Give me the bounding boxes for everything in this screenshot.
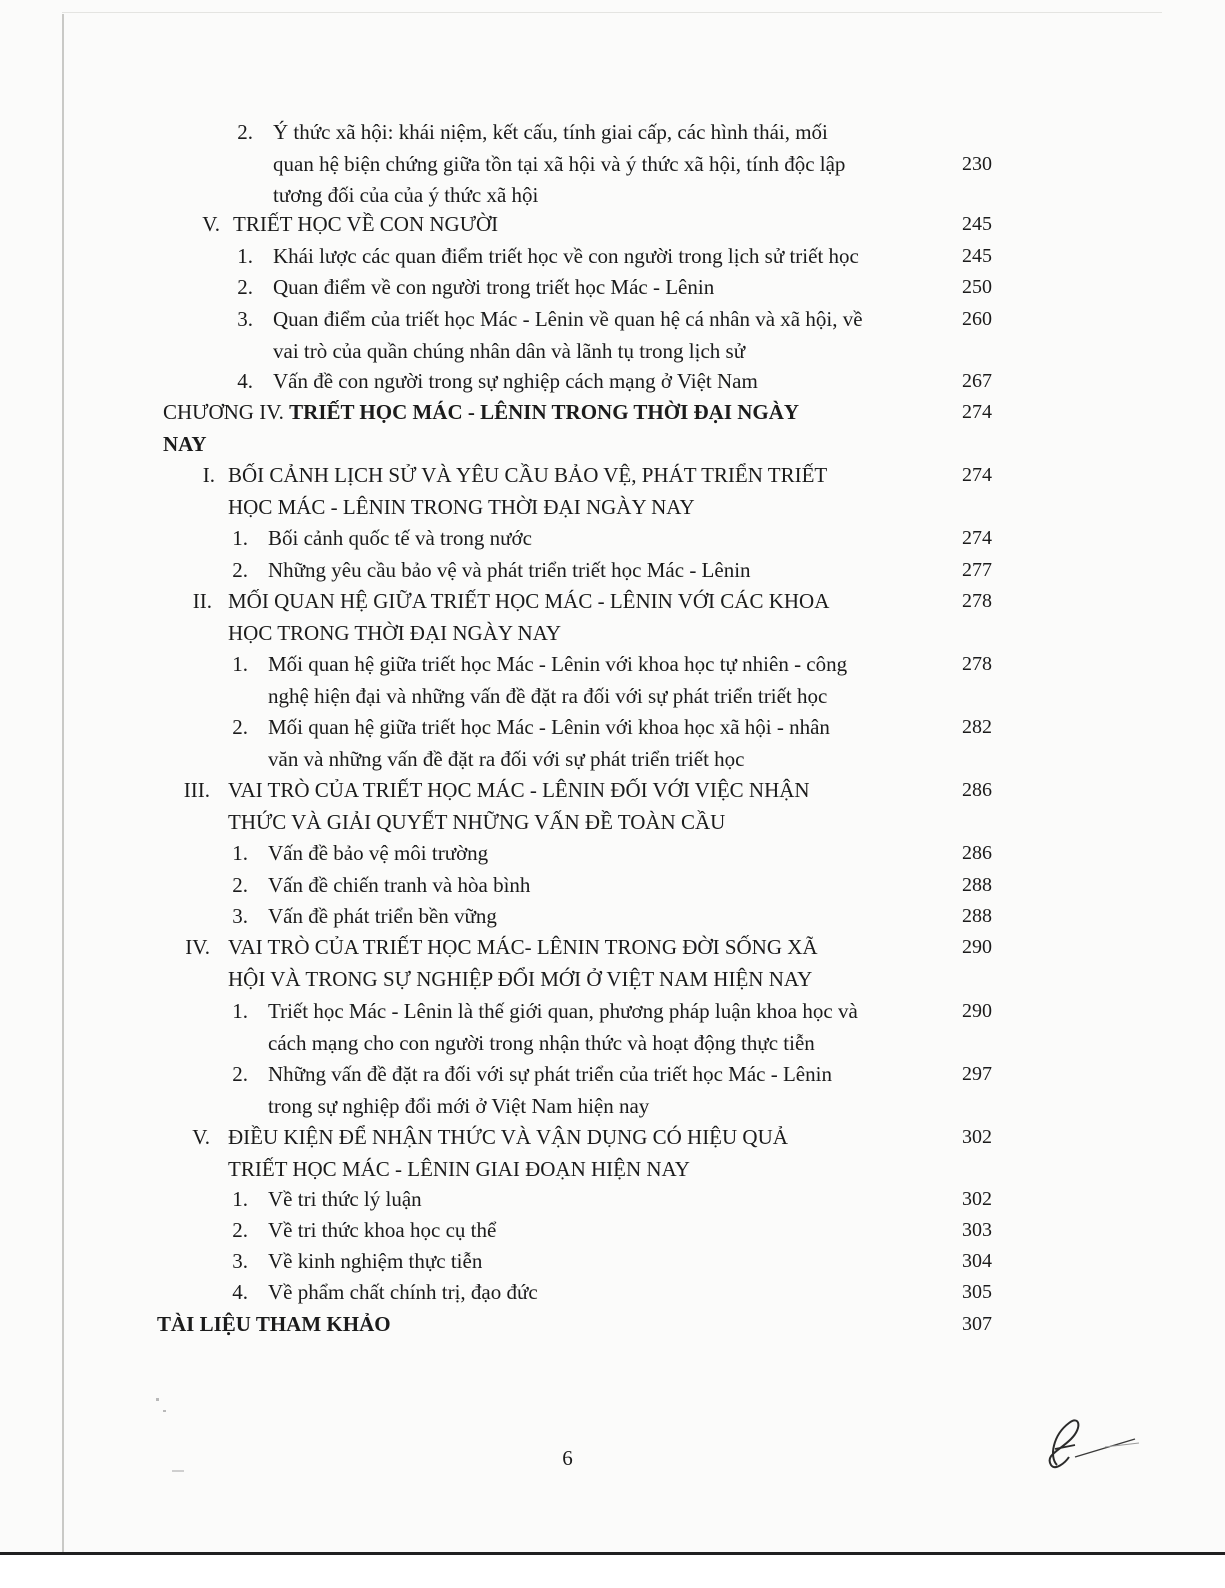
- toc-entry-title: tương đối của của ý thức xã hội: [273, 183, 539, 207]
- toc-entry-title: Khái lược các quan điểm triết học về con người trong lịch sử triết học: [273, 244, 859, 268]
- toc-entry: [0, 210, 1225, 246]
- toc-entry-number: 4.: [232, 1280, 248, 1304]
- toc-entry-page: 245: [962, 213, 992, 235]
- toc-entry-title: Vấn đề bảo vệ môi trường: [268, 841, 489, 865]
- toc-entry-page: 267: [962, 370, 992, 392]
- toc-entry-number: 2.: [237, 120, 253, 144]
- toc-entry: [0, 461, 1225, 528]
- toc-entry: [0, 273, 1225, 309]
- toc-entry-number: 1.: [232, 841, 248, 865]
- toc-entry: [0, 118, 1225, 217]
- toc-entry: [0, 1060, 1225, 1127]
- toc-entry: [0, 1278, 1225, 1314]
- toc-entry-title: TRIẾT HỌC VỀ CON NGƯỜI: [233, 212, 499, 236]
- toc-entry-page: 274: [962, 464, 992, 486]
- toc-entry-number: 3.: [237, 307, 253, 331]
- toc-entry-title: [163, 398, 799, 426]
- toc-entry-page: 278: [962, 653, 992, 675]
- toc-entry-title: Vấn đề chiến tranh và hòa bình: [268, 873, 531, 897]
- toc-entry-title: cách mạng cho con người trong nhận thức và hoạt động thực tiễn: [268, 1030, 815, 1055]
- toc-entry-title: Vấn đề con người trong sự nghiệp cách mạng ở Việt Nam: [273, 369, 758, 393]
- toc-entry: [0, 839, 1225, 875]
- toc-entry-number: 4.: [237, 369, 253, 393]
- toc-entry-title: Quan điểm của triết học Mác - Lênin về quan hệ cá nhân và xã hội, về: [273, 307, 863, 331]
- toc-entry-number: 2.: [232, 1062, 248, 1086]
- toc-entry-title: Mối quan hệ giữa triết học Mác - Lênin với khoa học xã hội - nhân: [268, 715, 830, 739]
- toc-entry-title: HỘI VÀ TRONG SỰ NGHIỆP ĐỔI MỚI Ở VIỆT NAM HIỆN NAY: [228, 966, 813, 991]
- toc-entry: [0, 776, 1225, 843]
- toc-entry-page: 288: [962, 905, 992, 927]
- toc-entry: [0, 398, 1225, 465]
- toc-entry-number: 1.: [232, 999, 248, 1023]
- toc-entry-page: 290: [962, 1000, 992, 1022]
- toc-entry-page: 288: [962, 874, 992, 896]
- toc-entry-page: 304: [962, 1250, 992, 1272]
- toc-entry-number: I.: [202, 463, 215, 487]
- toc-entry-number: 1.: [232, 526, 248, 550]
- toc-entry-number: II.: [192, 589, 212, 613]
- toc-entry-number: 2.: [232, 715, 248, 739]
- toc-entry-title: THỨC VÀ GIẢI QUYẾT NHỮNG VẤN ĐỀ TOÀN CẦU: [228, 809, 726, 834]
- toc-entry-title: VAI TRÒ CỦA TRIẾT HỌC MÁC - LÊNIN ĐỐI VỚI VIỆC NHẬN: [228, 778, 810, 802]
- scan-edge-bottom: [0, 1552, 1225, 1588]
- toc-entry-title: nghệ hiện đại và những vấn đề đặt ra đối với sự phát triển triết học: [268, 683, 828, 708]
- toc-entry-page: 303: [962, 1219, 992, 1241]
- toc-entry-title: TÀI LIỆU THAM KHẢO: [157, 1312, 391, 1336]
- toc-entry-page: 245: [962, 245, 992, 267]
- toc-entry-page: 290: [962, 936, 992, 958]
- toc-entry: [0, 997, 1225, 1064]
- toc-entry-title: TRIẾT HỌC MÁC - LÊNIN GIAI ĐOẠN HIỆN NAY: [228, 1156, 690, 1181]
- chapter-title: NAY: [163, 431, 207, 456]
- toc-entry-title: Quan điểm về con người trong triết học Mác - Lênin: [273, 275, 715, 299]
- toc-entry-number: 1.: [232, 652, 248, 676]
- toc-entry-page: 260: [962, 308, 992, 330]
- toc-entry-page: 302: [962, 1188, 992, 1210]
- chapter-title: TRIẾT HỌC MÁC - LÊNIN TRONG THỜI ĐẠI NGÀY: [289, 400, 800, 424]
- toc-entry-title: VAI TRÒ CỦA TRIẾT HỌC MÁC- LÊNIN TRONG ĐỜI SỐNG XÃ: [228, 935, 818, 959]
- toc-entry-page: 282: [962, 716, 992, 738]
- toc-entry-title: Những yêu cầu bảo vệ và phát triển triết học Mác - Lênin: [268, 558, 751, 582]
- toc-entry: [0, 933, 1225, 1000]
- toc-entry-page: 302: [962, 1126, 992, 1148]
- toc-entry-number: IV.: [185, 935, 210, 959]
- toc-entry-number: V.: [192, 1125, 210, 1149]
- toc-entry-page: 230: [962, 152, 992, 175]
- toc-entry-page: 250: [962, 276, 992, 298]
- page-number: 6: [562, 1446, 573, 1470]
- toc-entry-title: quan hệ biện chứng giữa tồn tại xã hội và ý thức xã hội, tính độc lập: [273, 151, 846, 176]
- toc-entry-page: 277: [962, 559, 992, 581]
- toc-entry: [0, 305, 1225, 372]
- toc-entry-page: 286: [962, 842, 992, 864]
- toc-entry-title: trong sự nghiệp đổi mới ở Việt Nam hiện nay: [268, 1093, 650, 1118]
- toc-entry-page: 274: [962, 527, 992, 549]
- toc-entry-title: Ý thức xã hội: khái niệm, kết cấu, tính giai cấp, các hình thái, mối: [273, 120, 828, 144]
- toc-entry: [0, 524, 1225, 560]
- toc-entry-title: Mối quan hệ giữa triết học Mác - Lênin với khoa học tự nhiên - công: [268, 652, 848, 676]
- toc-entry-page: 305: [962, 1281, 992, 1303]
- toc-entry-title: Triết học Mác - Lênin là thế giới quan, phương pháp luận khoa học và: [268, 999, 858, 1023]
- chapter-prefix: CHƯƠNG IV.: [163, 400, 290, 424]
- toc-entry-title: Vấn đề phát triển bền vững: [268, 904, 497, 928]
- toc-entry-number: 2.: [237, 275, 253, 299]
- toc-entry-number: 2.: [232, 1218, 248, 1242]
- toc-entry-title: vai trò của quần chúng nhân dân và lãnh tụ trong lịch sử: [273, 338, 746, 363]
- toc-entry-number: 3.: [232, 1249, 248, 1273]
- toc-entry-number: 2.: [232, 873, 248, 897]
- toc-entry-number: 2.: [232, 558, 248, 582]
- toc-entry-page: 297: [962, 1063, 992, 1085]
- toc-entry: [0, 650, 1225, 717]
- toc-entry-title: MỐI QUAN HỆ GIỮA TRIẾT HỌC MÁC - LÊNIN VỚI CÁC KHOA: [228, 589, 830, 613]
- scan-speck: [172, 1470, 184, 1472]
- toc-entry-title: BỐI CẢNH LỊCH SỬ VÀ YÊU CẦU BẢO VỆ, PHÁT TRIỂN TRIẾT: [228, 463, 828, 487]
- toc-entry-page: 278: [962, 590, 992, 612]
- toc-entry-title: Về phẩm chất chính trị, đạo đức: [268, 1280, 538, 1304]
- toc-entry-number: V.: [202, 212, 220, 236]
- toc-entry-title: [163, 430, 207, 458]
- signature-mark: [1035, 1405, 1145, 1475]
- toc-entry-title: Về tri thức khoa học cụ thể: [268, 1218, 497, 1242]
- toc-entry-number: III.: [183, 778, 210, 802]
- toc-entry: [0, 587, 1225, 654]
- toc-entry-page: 274: [962, 401, 992, 423]
- toc-entry-number: 1.: [237, 244, 253, 268]
- scan-speck: [163, 1410, 166, 1412]
- toc-entry-page: 286: [962, 779, 992, 801]
- toc-entry: [0, 1123, 1225, 1190]
- toc-entry-number: 3.: [232, 904, 248, 928]
- scan-speck: [156, 1398, 159, 1401]
- toc-entry-title: HỌC TRONG THỜI ĐẠI NGÀY NAY: [228, 620, 562, 645]
- toc-entry-title: Về tri thức lý luận: [268, 1187, 422, 1211]
- toc-entry-page: 307: [962, 1313, 992, 1335]
- toc-entry-title: Những vấn đề đặt ra đối với sự phát triển của triết học Mác - Lênin: [268, 1062, 832, 1086]
- toc-entry-title: văn và những vấn đề đặt ra đối với sự phát triển triết học: [268, 746, 745, 771]
- toc-entry-title: Về kinh nghiệm thực tiễn: [268, 1249, 483, 1273]
- toc-entry: [0, 713, 1225, 780]
- toc-entry-number: 1.: [232, 1187, 248, 1211]
- toc-entry-title: ĐIỀU KIỆN ĐỂ NHẬN THỨC VÀ VẬN DỤNG CÓ HIỆU QUẢ: [228, 1125, 788, 1149]
- toc-entry-title: Bối cảnh quốc tế và trong nước: [268, 526, 532, 550]
- toc-entry: [0, 1310, 1225, 1346]
- toc-entry-title: HỌC MÁC - LÊNIN TRONG THỜI ĐẠI NGÀY NAY: [228, 494, 695, 519]
